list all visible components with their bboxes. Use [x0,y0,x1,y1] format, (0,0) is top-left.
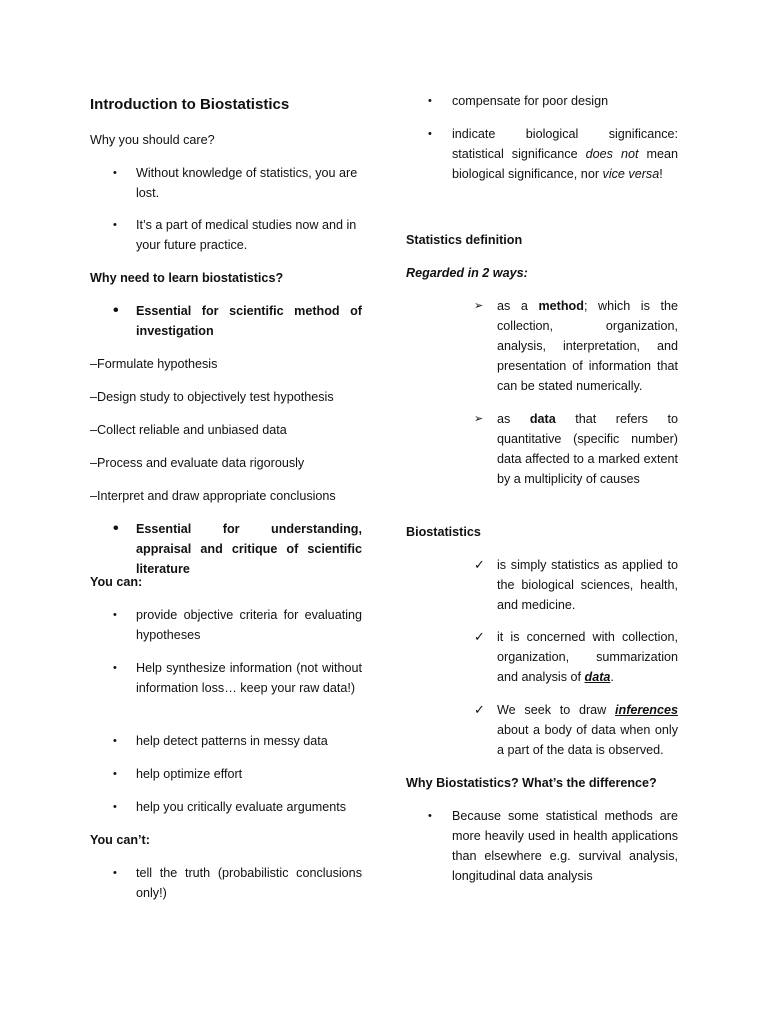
bullet-icon: • [113,167,117,179]
cant-item-1: tell the truth (probabilistic conclusions only!) [136,866,362,900]
method-step-2: –Design study to objectively test hypothesis [90,390,334,404]
method-step-3: –Collect reliable and unbiased data [90,423,287,437]
bullet-icon: • [113,662,117,674]
can-item-4: help optimize effort [136,767,243,781]
can-item-1: provide objective criteria for evaluating hypotheses [136,608,362,642]
cant-item-2: compensate for poor design [452,94,609,108]
bullet-icon: • [113,801,117,813]
method-step-1: –Formulate hypothesis [90,357,218,371]
can-item-5: help you critically evaluate arguments [136,800,347,814]
can-item-3: help detect patterns in messy data [136,734,328,748]
cant-item-3: indicate biological significance: statistical significance does not mean biological significance, nor vice versa! [452,127,678,181]
method-step-5: –Interpret and draw appropriate conclusions [90,489,336,503]
can-item-2: Help synthesize information (not without information loss… keep your raw data!) [136,661,362,695]
statistics-definition-heading: Statistics definition [406,233,523,247]
why-learn-heading: Why need to learn biostatistics? [90,271,284,285]
bullet-icon: • [113,609,117,621]
method-step-4: –Process and evaluate data rigorously [90,456,305,470]
essential-literature: Essential for understanding, appraisal and critique of scientific literature [136,522,362,576]
bullet-icon: • [428,95,432,107]
way-data: as data that refers to quantitative (specific number) data affected to a marked extent by a multiplicity of causes [497,412,678,486]
you-cant-heading: You can’t: [90,833,150,847]
bullet-icon: • [428,128,432,140]
care-item-1: Without knowledge of statistics, you are lost. [136,166,358,200]
bullet-icon: • [113,219,117,231]
check-icon: ✓ [474,702,485,717]
bullet-icon: • [113,520,119,537]
you-can-heading: You can: [90,575,143,589]
check-icon: ✓ [474,629,485,644]
bullet-icon: • [113,867,117,879]
regarded-heading: Regarded in 2 ways: [406,266,528,280]
essential-scientific-method: Essential for scientific method of investigation [136,304,362,338]
bullet-icon: • [113,302,119,319]
way-method: as a method; which is the collection, organization, analysis, interpretation, and presentation of information that can be stated numerically. [497,299,678,393]
care-item-2: It’s a part of medical studies now and in your future practice. [136,218,357,252]
bullet-icon: • [113,768,117,780]
arrow-bullet-icon: ➢ [474,413,484,425]
why-care-heading: Why you should care? [90,133,215,147]
biostatistics-heading: Biostatistics [406,525,481,539]
arrow-bullet-icon: ➢ [474,300,484,312]
why-item-1: Because some statistical methods are more heavily used in health applications than elsewhere e.g. survival analysis, longitudinal data analysis [452,809,678,883]
why-biostatistics-heading: Why Biostatistics? What’s the difference? [406,776,657,790]
bullet-icon: • [113,735,117,747]
document-title: Introduction to Biostatistics [90,96,290,113]
bullet-icon: • [428,810,432,822]
biostats-item-3: We seek to draw inferences about a body of data when only a part of the data is observed. [497,703,678,757]
check-icon: ✓ [474,557,485,572]
biostats-item-2: it is concerned with collection, organization, summarization and analysis of data. [497,630,678,684]
biostats-item-1: is simply statistics as applied to the biological sciences, health, and medicine. [497,558,678,612]
